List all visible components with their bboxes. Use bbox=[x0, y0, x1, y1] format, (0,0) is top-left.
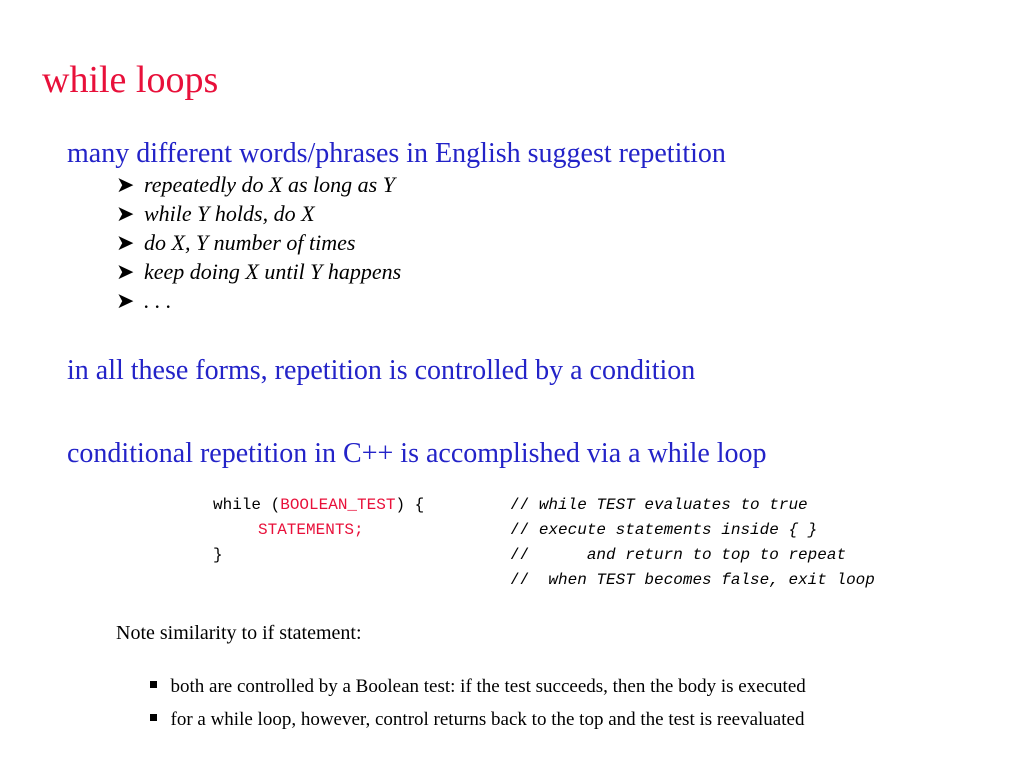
code-statements: STATEMENTS; bbox=[258, 521, 364, 539]
condition-text: in all these forms, repetition is controlled by a condition bbox=[67, 355, 696, 386]
code-boolean-test: BOOLEAN_TEST bbox=[280, 496, 396, 514]
list-item-text: do X, Y number of times bbox=[144, 230, 356, 255]
list-item-text: keep doing X until Y happens bbox=[144, 259, 402, 284]
code-comment-2 bbox=[510, 520, 817, 540]
code-comment-3 bbox=[510, 545, 846, 565]
arrow-bullet-icon: ➤ bbox=[116, 288, 135, 313]
comment-slashes: // bbox=[510, 496, 530, 514]
code-keyword-while: while ( bbox=[213, 496, 281, 514]
note-heading: Note similarity to if statement: bbox=[116, 622, 362, 644]
slide-title: while loops bbox=[42, 59, 219, 101]
arrow-bullet-icon: ➤ bbox=[116, 259, 135, 284]
intro-heading: many different words/phrases in English suggest repetition bbox=[67, 138, 726, 169]
list-item-text: while Y holds, do X bbox=[144, 201, 315, 226]
arrow-bullet-icon: ➤ bbox=[116, 201, 135, 226]
list-item-text: . . . bbox=[144, 288, 172, 313]
code-comment-4 bbox=[510, 570, 875, 590]
cpp-text: conditional repetition in C++ is accomplished via a while loop bbox=[67, 438, 767, 469]
list-item bbox=[116, 259, 401, 285]
list-item bbox=[140, 684, 804, 732]
code-line-1 bbox=[213, 495, 424, 515]
comment-slashes: // bbox=[510, 521, 530, 539]
comment-slashes: // bbox=[510, 571, 530, 589]
list-item bbox=[116, 172, 395, 198]
list-item-text: repeatedly do X as long as Y bbox=[144, 172, 395, 197]
arrow-bullet-icon: ➤ bbox=[116, 230, 135, 255]
code-comment-1 bbox=[510, 495, 808, 515]
comment-slashes: // bbox=[510, 546, 530, 564]
list-item bbox=[116, 201, 315, 227]
square-bullet-icon bbox=[150, 714, 157, 721]
comment-text: and return to top to repeat bbox=[538, 546, 847, 564]
comment-text: while TEST evaluates to true bbox=[538, 496, 808, 514]
list-item-text: for a while loop, however, control returns back to the top and the test is reevaluated bbox=[170, 709, 805, 730]
code-open-brace: ) { bbox=[395, 496, 425, 514]
list-item bbox=[116, 288, 172, 314]
list-item bbox=[116, 230, 355, 256]
list-item-text: both are controlled by a Boolean test: if the test succeeds, then the body is executed bbox=[170, 676, 806, 697]
arrow-bullet-icon: ➤ bbox=[116, 172, 135, 197]
comment-text: when TEST becomes false, exit loop bbox=[538, 571, 875, 589]
code-close-brace: } bbox=[213, 546, 223, 564]
comment-text: execute statements inside { } bbox=[538, 521, 818, 539]
